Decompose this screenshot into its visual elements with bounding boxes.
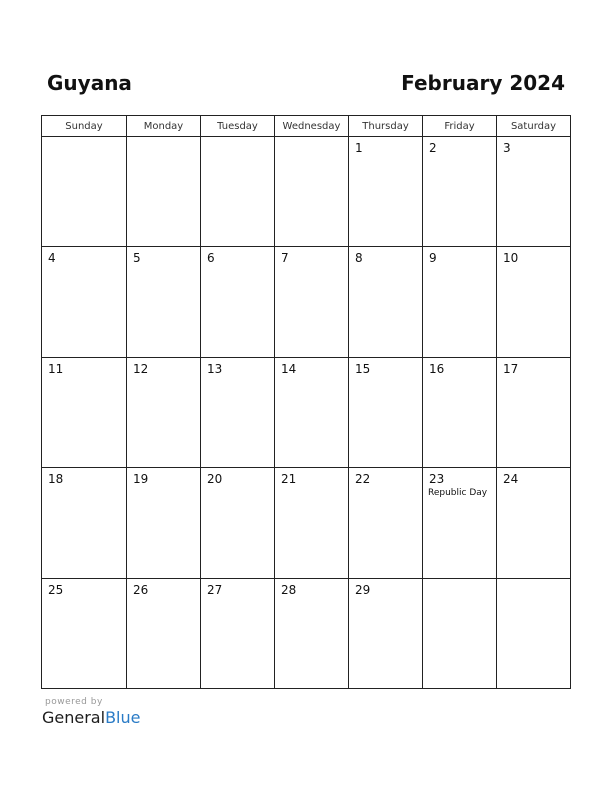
week-row: [42, 247, 571, 357]
month-year-title: February 2024: [401, 71, 565, 95]
day-cell: [497, 578, 571, 688]
day-cell: [42, 137, 127, 247]
day-number: 11: [48, 361, 64, 376]
day-cell: [201, 468, 275, 578]
day-cell: [497, 247, 571, 357]
day-cell: [349, 468, 423, 578]
day-number: 24: [503, 472, 519, 487]
day-number: 6: [207, 251, 215, 266]
day-number: 10: [503, 251, 519, 266]
week-row: [42, 137, 571, 247]
week-row: [42, 468, 571, 578]
day-cell: [201, 357, 275, 467]
weekday-header: Saturday: [497, 116, 571, 137]
powered-by-text: powered by: [45, 697, 103, 707]
day-cell: [201, 247, 275, 357]
day-number: 12: [133, 361, 149, 376]
weekday-header: Thursday: [349, 116, 423, 137]
day-number: 14: [281, 361, 297, 376]
day-cell: [349, 137, 423, 247]
day-number: 4: [48, 251, 56, 266]
day-cell: [42, 247, 127, 357]
day-cell: [201, 137, 275, 247]
day-cell: [201, 578, 275, 688]
day-cell: [497, 137, 571, 247]
day-number: 15: [355, 361, 371, 376]
day-cell: [127, 468, 201, 578]
weekday-header-row: [42, 116, 571, 137]
weekday-header: Sunday: [42, 116, 127, 137]
day-number: 29: [355, 582, 371, 597]
day-cell: [423, 137, 497, 247]
generalblue-logo[interactable]: [42, 708, 140, 727]
day-number: 13: [207, 361, 223, 376]
day-number: 21: [281, 472, 297, 487]
day-cell: [275, 247, 349, 357]
day-number: 17: [503, 361, 519, 376]
day-cell: [349, 578, 423, 688]
day-number: 2: [429, 141, 437, 155]
weekday-header: Monday: [127, 116, 201, 137]
day-number: 16: [429, 361, 445, 376]
day-number: 8: [355, 251, 363, 266]
holiday-label: Republic Day: [428, 488, 488, 499]
brand-general: General: [42, 708, 106, 727]
day-cell: [42, 468, 127, 578]
day-cell: [127, 578, 201, 688]
day-cell: [349, 357, 423, 467]
day-cell: [127, 247, 201, 357]
day-cell: [42, 578, 127, 688]
weekday-header: Friday: [423, 116, 497, 137]
day-number: 28: [281, 582, 297, 597]
day-number: 27: [207, 582, 223, 597]
day-number: 5: [133, 251, 141, 266]
day-cell: [497, 468, 571, 578]
day-cell: [127, 357, 201, 467]
day-cell: [275, 578, 349, 688]
week-row: [42, 357, 571, 467]
day-number: 23: [429, 472, 445, 487]
day-number: 9: [429, 251, 437, 266]
day-cell: [275, 357, 349, 467]
weekday-header: Wednesday: [275, 116, 349, 137]
day-cell: [423, 578, 497, 688]
day-number: 26: [133, 582, 149, 597]
day-cell: [349, 247, 423, 357]
day-cell: [42, 357, 127, 467]
day-number: 25: [48, 582, 64, 597]
country-title: Guyana: [47, 71, 132, 95]
day-number: 19: [133, 472, 149, 487]
day-number: 18: [48, 472, 64, 487]
day-cell: [275, 137, 349, 247]
day-number: 22: [355, 472, 371, 487]
weekday-header: Tuesday: [201, 116, 275, 137]
calendar-grid: [41, 115, 571, 689]
day-number: 7: [281, 251, 289, 266]
week-row: [42, 578, 571, 688]
day-cell: [423, 357, 497, 467]
day-number: 20: [207, 472, 223, 487]
day-number: 3: [503, 141, 511, 155]
day-cell: [275, 468, 349, 578]
brand-blue: Blue: [105, 708, 141, 727]
day-cell: [497, 357, 571, 467]
day-cell: [127, 137, 201, 247]
day-cell: [423, 247, 497, 357]
day-number: 1: [355, 141, 363, 155]
day-cell-holiday: [423, 468, 497, 578]
